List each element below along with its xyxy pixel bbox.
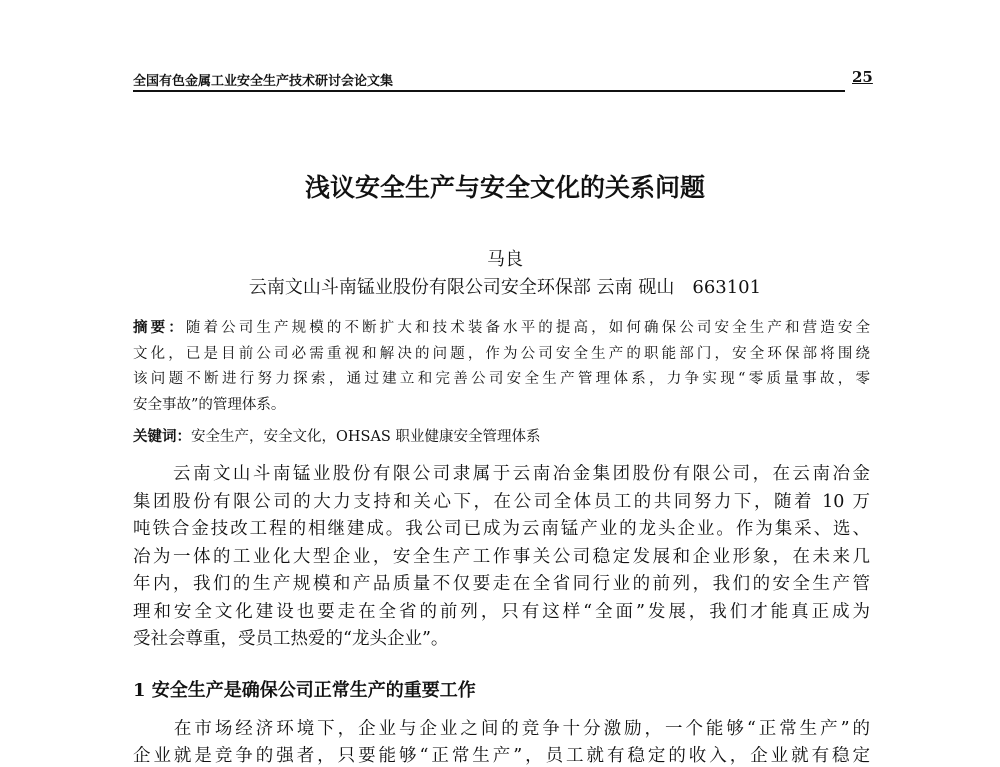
paragraph-line: 冶为一体的工业化大型企业，安全生产工作事关公司稳定发展和企业形象，在未来几 [133, 547, 870, 567]
page-number: 25 [852, 68, 873, 86]
paragraph-line: 年内，我们的生产规模和产品质量不仅要走在全省同行业的前列，我们的安全生产管 [133, 574, 870, 594]
paper-title: 浅议安全生产与安全文化的关系问题 [304, 173, 705, 202]
running-header: 全国有色金属工业安全生产技术研讨会论文集 [133, 74, 394, 89]
paragraph-line: 受社会尊重，受员工热爱的“龙头企业”。 [133, 629, 449, 649]
paragraph-line: 在市场经济环境下，企业与企业之间的竞争十分激励，一个能够“正常生产”的 [133, 719, 870, 739]
keywords [133, 425, 540, 447]
affiliation: 云南文山斗南锰业股份有限公司安全环保部 云南 砚山 663101 [248, 277, 762, 298]
abstract-line: 该问题不断进行努力探索，通过建立和完善公司安全生产管理体系，力争实现“零质量事故，零 [133, 371, 870, 387]
paragraph-line: 集团股份有限公司的大力支持和关心下，在公司全体员工的共同努力下，随着 10 万 [133, 492, 870, 512]
section-heading: 1 安全生产是确保公司正常生产的重要工作 [133, 680, 476, 701]
keywords-text: 安全生产，安全文化，OHSAS 职业健康安全管理体系 [191, 429, 541, 445]
abstract-line: 文化，已是目前公司必需重视和解决的问题，作为公司安全生产的职能部门，安全环保部将围绕 [133, 346, 870, 362]
keywords-label: 关键词： [133, 428, 191, 445]
paragraph-line: 云南文山斗南锰业股份有限公司隶属于云南冶金集团股份有限公司，在云南冶金 [133, 464, 870, 484]
header-rule [133, 90, 845, 92]
paragraph-line: 企业就是竞争的强者，只要能够“正常生产”，员工就有稳定的收入，企业就有稳定 [133, 746, 870, 766]
abstract-label: 摘要： [133, 319, 186, 336]
paragraph-line: 吨铁合金技改工程的相继建成。我公司已成为云南锰产业的龙头企业。作为集采、选、 [133, 519, 870, 539]
author: 马良 [487, 249, 523, 270]
abstract-line [133, 316, 870, 338]
abstract-text: 随着公司生产规模的不断扩大和技术装备水平的提高，如何确保公司安全生产和营造安全 [185, 320, 871, 336]
abstract-line: 安全事故”的管理体系。 [133, 397, 286, 413]
paragraph-line: 理和安全文化建设也要走在全省的前列，只有这样“全面”发展，我们才能真正成为 [133, 602, 870, 622]
